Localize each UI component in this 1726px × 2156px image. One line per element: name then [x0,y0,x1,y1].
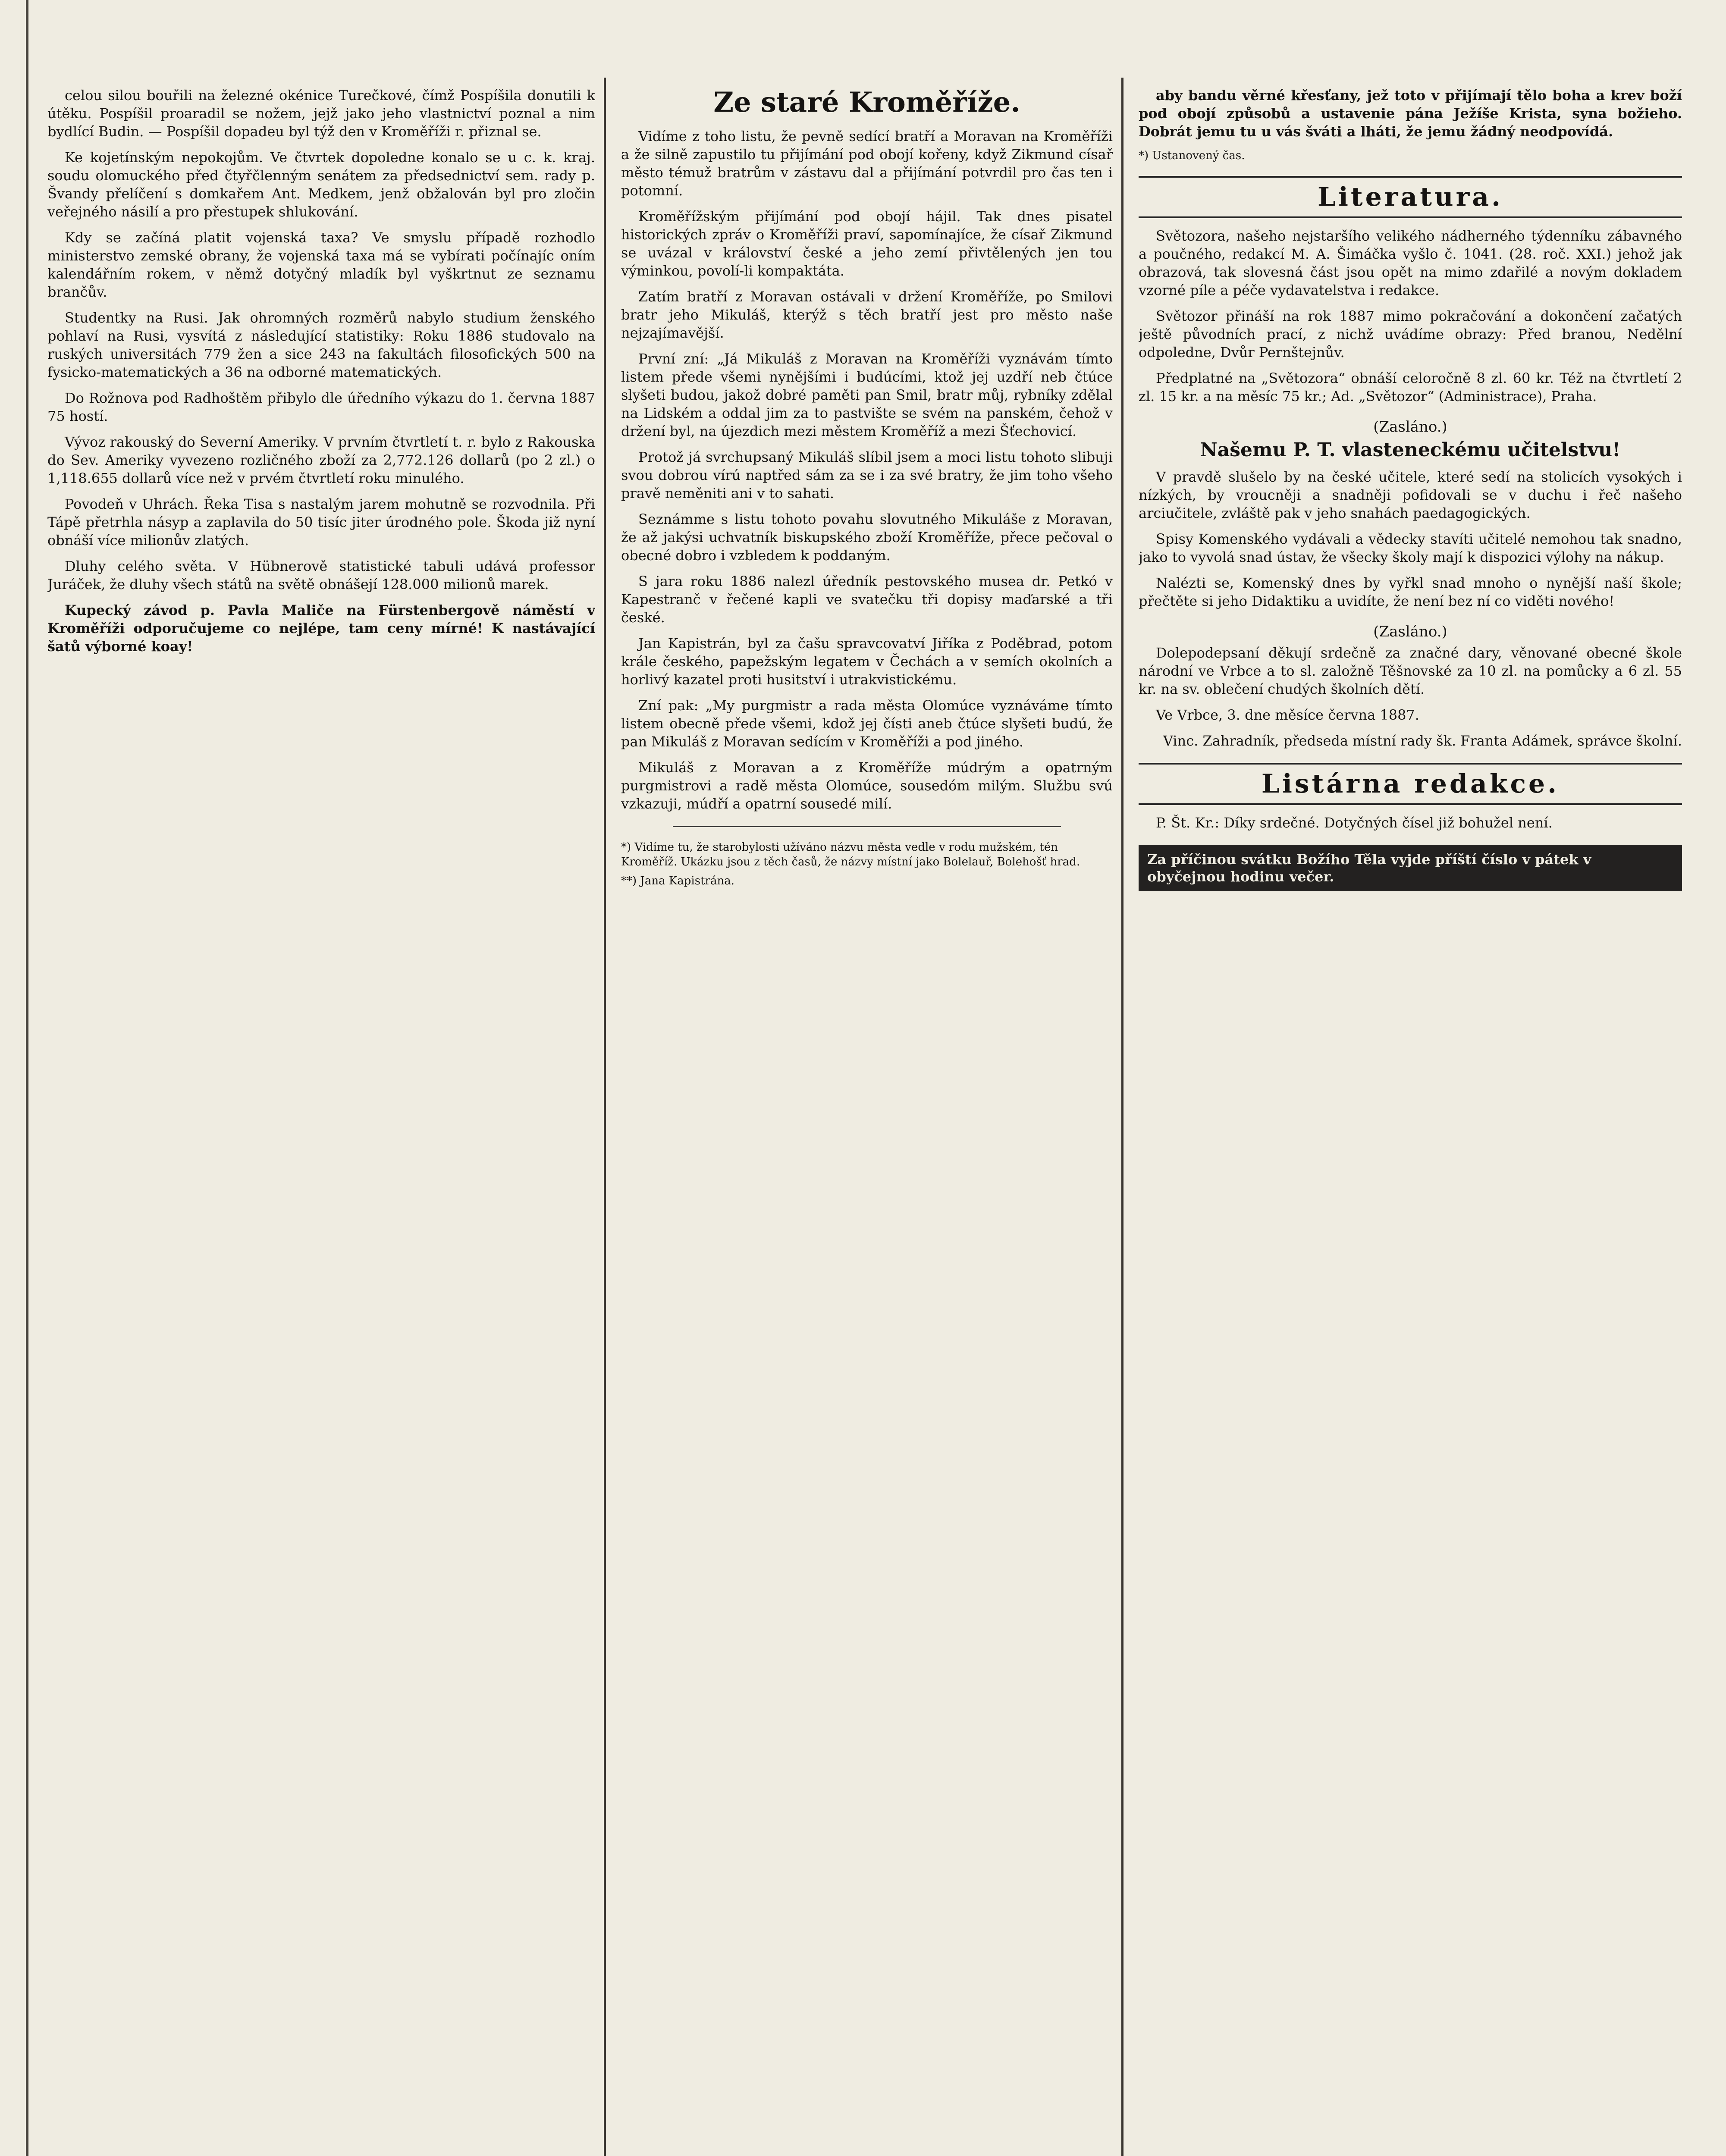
article-paragraph: Předplatné na „Světozora“ obnáší celoročně 8 zl. 60 kr. Též na čtvrtletí 2 zl. 15 kr. a na měsíc 75 kr.; Ad. „Světozor“ (Administrace), Praha. [1139,370,1682,404]
article-paragraph: Nalézti se, Komenský dnes by vyřkl snad mnoho o nynější naší škole; přečtěte si jeho Didaktiku a uvidíte, že není bez ní co viděti nového! [1139,575,1682,609]
footnote: **) Jana Kapistrána. [621,874,734,887]
article-paragraph: Ve Vrbce, 3. dne měsíce června 1887. [1156,707,1419,723]
article-paragraph: Vidíme z toho listu, že pevně sedící bratří a Moravan na Kroměříži a že silně zapustilo tu přijímání pod obojí kořeny, když Zikmund císař město témuž bratrům v zástavu dal a přijímání potvrdil pro čas ten i potomní. [621,128,1113,199]
article-paragraph: aby bandu věrné křesťany, jež toto v přijímají tělo boha a krev boží pod obojí způsobů a ustavenie pána Ježíše Krista, syna božieho. Dobrát jemu tu u vás šváti a lháti, že jemu žádný neodpovídá. [1139,87,1682,140]
article-paragraph: Kroměřížským přijímání pod obojí hájil. Tak dnes pisatel historických zpráv o Kroměříži praví, sapomínajíce, že císař Zikmund se uvázal v království české a jeho zemí přivtělených jen tou výminkou, povolí-li kompaktáta. [621,208,1113,279]
article-paragraph: Vývoz rakouský do Severní Ameriky. V prvním čtvrtletí t. r. bylo z Rakouska do Sev. Ameriky vyvezeno rozličného zboží za 2,772.126 dollarů (po 2 zl.) o 1,118.655 dollarů více než v prvém čtvrtletí roku minulého. [47,434,595,486]
column-divider [604,78,606,2156]
zaslano-label: (Zasláno.) [1373,418,1447,436]
section-title-literatura: Literatura. [1139,176,1682,218]
article-paragraph: Povodeň v Uhrách. Řeka Tisa s nastalým jarem mohutně se rozvodnila. Při Tápě přetrhla násyp a zaplavila do 50 tisíc jiter úrodného pole. Škoda již nyní obnáší více milionův zlatých. [47,496,595,548]
article-paragraph: Do Rožnova pod Radhoštěm přibylo dle úředního výkazu do 1. června 1887 75 hostí. [47,390,595,424]
article-paragraph: V pravdě slušelo by na české učitele, které sedí na stolicích vysokých i nízkých, by vroucněji a snadněji pofidovali se v duchu i řeč našeho arciučitele, zvláště pak v jeho snahách paedagogických. [1139,469,1682,521]
notice-box: Za příčinou svátku Božího Těla vyjde příští číslo v pátek v obyčejnou hodinu večer. [1139,845,1682,891]
article-paragraph: Protož já svrchupsaný Mikuláš slíbil jsem a moci listu tohoto slibuji svou dobrou vírú naptřed sám za se i za své bratry, že jim toho všeho pravě neměniti ani v to sahati. [621,449,1113,501]
article-paragraph: Seznámme s listu tohoto povahu slovutného Mikuláše z Moravan, že až jakýsi uchvatník biskupského zboží Kroměříže, přece pečoval o obecné dobro i vzbledem k poddaným. [621,511,1113,564]
column-2 [621,86,1113,2156]
letter-title: Našemu P. T. vlasteneckému učitelstvu! [1200,439,1621,461]
article-paragraph: Studentky na Rusi. Jak ohromných rozměrů nabylo studium ženského pohlaví na Rusi, vysvítá z následující statistiky: Roku 1886 studovalo na ruských universitách 779 žen a sice 243 na fakultách filosofických 500 na fysicko-matematických a 36 na odborné matematických. [47,310,595,380]
article-paragraph: Jan Kapistrán, byl za čašu spravcovatví Jiříka z Poděbrad, potom krále českého, papežským legatem v Čechách a v semích okolních a horlivý kazatel proti husitství i utrakvistickému. [621,635,1113,688]
footnote: *) Ustanovený čas. [1139,149,1245,162]
column-1 [47,86,595,2156]
article-paragraph: Kdy se začíná platit vojenská taxa? Ve smyslu případě rozhodlo ministerstvo zemské obrany, že vojenská taxa má se vybírati počínajíc oním kalendářním rokem, v němž dotyčný mladík byl vyškrtnut ze seznamu brančův. [47,229,595,300]
page-edge-rule [26,0,28,2156]
article-paragraph: Mikuláš z Moravan a z Kroměříže múdrým a opatrným purgmistrovi a radě města Olomúce, sousedóm milým. Službu svú vzkazuji, múdří a opatrní sousedé milí. [621,759,1113,812]
footnote: *) Vidíme tu, že starobylosti užíváno názvu města vedle v rodu mužském, tén Kroměříž. Ukázku jsou z těch časů, že názvy místní jako Bolelauř, Bolehošť hrad. [621,841,1080,868]
article-paragraph: První zní: „Já Mikuláš z Moravan na Kroměříži vyznávám tímto listem přede všemi nynějšími i budúcími, ktož jej uzdří neb čtúce slyšeti budou, jakož dobré paměti pan Smil, bratr můj, rybníky zdělal na Lidském a oddal jim za to pastvište se svém na panském, čehož v držení byl, na újezdich mezi městem Kroměříž a mezi Šťechovicí. [621,351,1113,439]
signature: Vinc. Zahradník, předseda místní rady šk. Franta Adámek, správce školní. [1163,733,1682,749]
article-paragraph: Světozor přináší na rok 1887 mimo pokračování a dokončení začatých ještě původních prací, z nichž uvádíme obrazy: Před branou, Nedělní odpoledne, Dvůr Pernštejnův. [1139,308,1682,360]
zaslano-label: (Zasláno.) [1373,623,1447,640]
advertisement-paragraph: Kupecký závod p. Pavla Maliče na Fürstenbergově náměstí v Kroměříži odporučujeme co nejlépe, tam ceny mírné! K nastávající šatů výborné koay! [47,602,595,655]
article-paragraph: Spisy Komenského vydávali a vědecky stavíti učitelé nemohou tak snadno, jako to vyvolá snad ústav, že všecky školy mají k dispozici výlohy na nákup. [1139,531,1682,565]
section-title-listarna: Listárna redakce. [1139,763,1682,805]
article-paragraph: Zní pak: „My purgmistr a rada města Olomúce vyznáváme tímto listem obecně přede všemi, kdož jej čísti aneb čtúce slyšeti budú, že pan Mikuláš z Moravan sedícím v Kroměříži a pod jiného. [621,697,1113,750]
article-paragraph: S jara roku 1886 nalezl úředník pestovského musea dr. Petkó v Kapestranč v řečené kapli ve svatečku tři dopisy maďarské a tři české. [621,573,1113,626]
footnote-divider [673,826,1061,827]
column-3 [1139,86,1682,2156]
article-paragraph: Dluhy celého světa. V Hübnerově statistické tabuli udává professor Juráček, že dluhy všech států na světě obnášejí 128.000 milionů marek. [47,558,595,592]
article-paragraph: P. Št. Kr.: Díky srdečné. Dotyčných čísel již bohužel není. [1156,815,1553,831]
article-paragraph: Dolepodepsaní děkují srdečně za značné dary, věnované obecné škole národní ve Vrbce a to sl. založně Těšnovské za 10 zl. na pomůcky a 6 zl. 55 kr. na sv. oblečení chudých školních dětí. [1139,645,1682,697]
article-paragraph: Ke kojetínským nepokojům. Ve čtvrtek dopoledne konalo se u c. k. kraj. soudu olomuckého před čtyřčlenným senátem za předsednictví sem. rady p. Švandy přelíčení s domkařem Ant. Medkem, jenž obžalován byl pro zločin veřejného násilí a pro přestupek shlukování. [47,149,595,220]
article-paragraph: Světozora, našeho nejstaršího velikého nádherného týdenníku zábavného a poučného, redakcí M. A. Šimáčka vyšlo č. 1041. (28. roč. XXI.) jehož jak obrazová, tak slovesná část jsou opět na mimo zdařilé a novým dokladem vzorné píle a péče vydavatelstva i redakce. [1139,228,1682,298]
article-title: Ze staré Kroměříže. [713,86,1020,119]
article-paragraph: Zatím bratří z Moravan ostávali v držení Kroměříže, po Smilovi bratr jeho Mikuláš, kterýž s těch bratří jest pro město naše nejzajímavější. [621,288,1113,341]
column-divider [1121,78,1123,2156]
article-paragraph: celou silou bouřili na železné okénice Turečkové, čímž Pospíšila donutili k útěku. Pospíšil proaradil se nožem, jejž jako jeho vlastnictví poznal a nim bydlící Budin. — Pospíšil dopadeu byl týž den v Kroměříži r. přiznal se. [47,87,595,140]
